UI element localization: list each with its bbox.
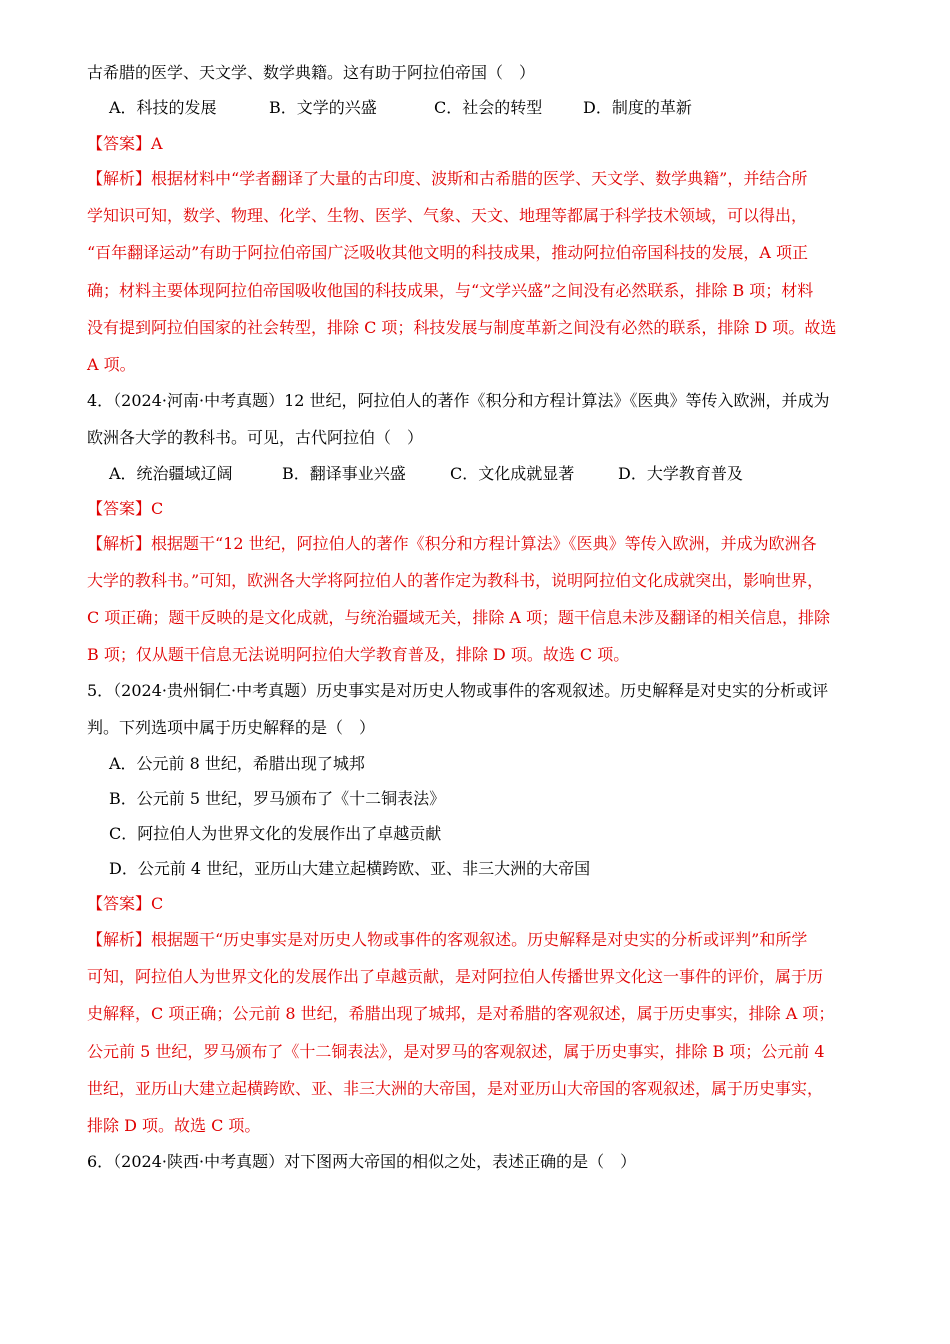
- q3-option-a: A．科技的发展: [109, 98, 217, 117]
- q4-option-c: C．文化成就显著: [450, 464, 575, 483]
- q5-answer: 【答案】C: [87, 894, 164, 913]
- q5-analysis-line: 世纪，亚历山大建立起横跨欧、亚、非三大洲的大帝国，是对亚历山大帝国的客观叙述，属于历史事实，: [87, 1079, 824, 1098]
- q3-analysis-line: 学知识可知，数学、物理、化学、生物、医学、气象、天文、地理等都属于科学技术领域，可以得出，: [87, 206, 808, 225]
- q4-stem-line: 欧洲各大学的教科书。可见，古代阿拉伯（ ）: [87, 428, 424, 447]
- q3-analysis-line: A 项。: [87, 355, 136, 374]
- q4-analysis-line: C 项正确；题干反映的是文化成就，与统治疆域无关，排除 A 项；题干信息未涉及翻译的相关信息，排除: [87, 608, 831, 627]
- q5-analysis-line: 【解析】根据题干“历史事实是对历史人物或事件的客观叙述。历史解释是对史实的分析或评判”和所学: [87, 930, 808, 949]
- q3-option-c: C．社会的转型: [434, 98, 543, 117]
- q4-answer: 【答案】C: [87, 499, 164, 518]
- q4-option-d: D．大学教育普及: [618, 464, 743, 483]
- q3-analysis-line: “百年翻译运动”有助于阿拉伯帝国广泛吸收其他文明的科技成果，推动阿拉伯帝国科技的发展，A 项正: [87, 243, 809, 262]
- q5-stem-line: 判。下列选项中属于历史解释的是（ ）: [87, 718, 376, 737]
- q5-stem-line: 5．（2024·贵州铜仁·中考真题）历史事实是对历史人物或事件的客观叙述。历史解释是对史实的分析或评: [87, 681, 829, 700]
- q3-analysis-line: 【解析】根据材料中“学者翻译了大量的古印度、波斯和古希腊的医学、天文学、数学典籍”，并结合所: [87, 169, 808, 188]
- q3-analysis-line: 没有提到阿拉伯国家的社会转型，排除 C 项；科技发展与制度革新之间没有必然的联系，排除 D 项。故选: [87, 318, 837, 337]
- q3-option-d: D．制度的革新: [583, 98, 692, 117]
- q5-analysis-line: 公元前 5 世纪，罗马颁布了《十二铜表法》，是对罗马的客观叙述，属于历史事实，排除 B 项；公元前 4: [87, 1042, 825, 1061]
- q5-analysis-line: 史解释，C 项正确；公元前 8 世纪，希腊出现了城邦，是对希腊的客观叙述，属于历史事实，排除 A 项；: [87, 1004, 835, 1023]
- q6-stem: 6．（2024·陕西·中考真题）对下图两大帝国的相似之处，表述正确的是（ ）: [87, 1152, 637, 1171]
- q5-option-a: A．公元前 8 世纪，希腊出现了城邦: [109, 754, 365, 773]
- q3-option-b: B．文学的兴盛: [269, 98, 377, 117]
- q4-analysis-line: 【解析】根据题干“12 世纪，阿拉伯人的著作《积分和方程计算法》《医典》等传入欧洲，并成为欧洲各: [87, 534, 817, 553]
- q4-analysis-line: 大学的教科书。”可知，欧洲各大学将阿拉伯人的著作定为教科书，说明阿拉伯文化成就突出，影响世界，: [87, 571, 824, 590]
- q5-option-d: D．公元前 4 世纪，亚历山大建立起横跨欧、亚、非三大洲的大帝国: [109, 859, 591, 878]
- q3-stem-tail: 古希腊的医学、天文学、数学典籍。这有助于阿拉伯帝国（ ）: [87, 63, 536, 82]
- q3-answer: 【答案】A: [87, 134, 163, 153]
- q5-option-c: C．阿拉伯人为世界文化的发展作出了卓越贡献: [109, 824, 442, 843]
- q4-option-a: A．统治疆域辽阔: [109, 464, 233, 483]
- q5-analysis-line: 可知，阿拉伯人为世界文化的发展作出了卓越贡献，是对阿拉伯人传播世界文化这一事件的评价，属于历: [87, 967, 824, 986]
- q4-stem-line: 4．（2024·河南·中考真题）12 世纪，阿拉伯人的著作《积分和方程计算法》《医典》等传入欧洲，并成为: [87, 391, 830, 410]
- q3-analysis-line: 确；材料主要体现阿拉伯帝国吸收他国的科技成果，与“文学兴盛”之间没有必然联系，排除 B 项；材料: [87, 281, 814, 300]
- q4-option-b: B．翻译事业兴盛: [282, 464, 406, 483]
- q4-analysis-line: B 项；仅从题干信息无法说明阿拉伯大学教育普及，排除 D 项。故选 C 项。: [87, 645, 630, 664]
- q5-option-b: B．公元前 5 世纪，罗马颁布了《十二铜表法》: [109, 789, 446, 808]
- q5-analysis-line: 排除 D 项。故选 C 项。: [87, 1116, 261, 1135]
